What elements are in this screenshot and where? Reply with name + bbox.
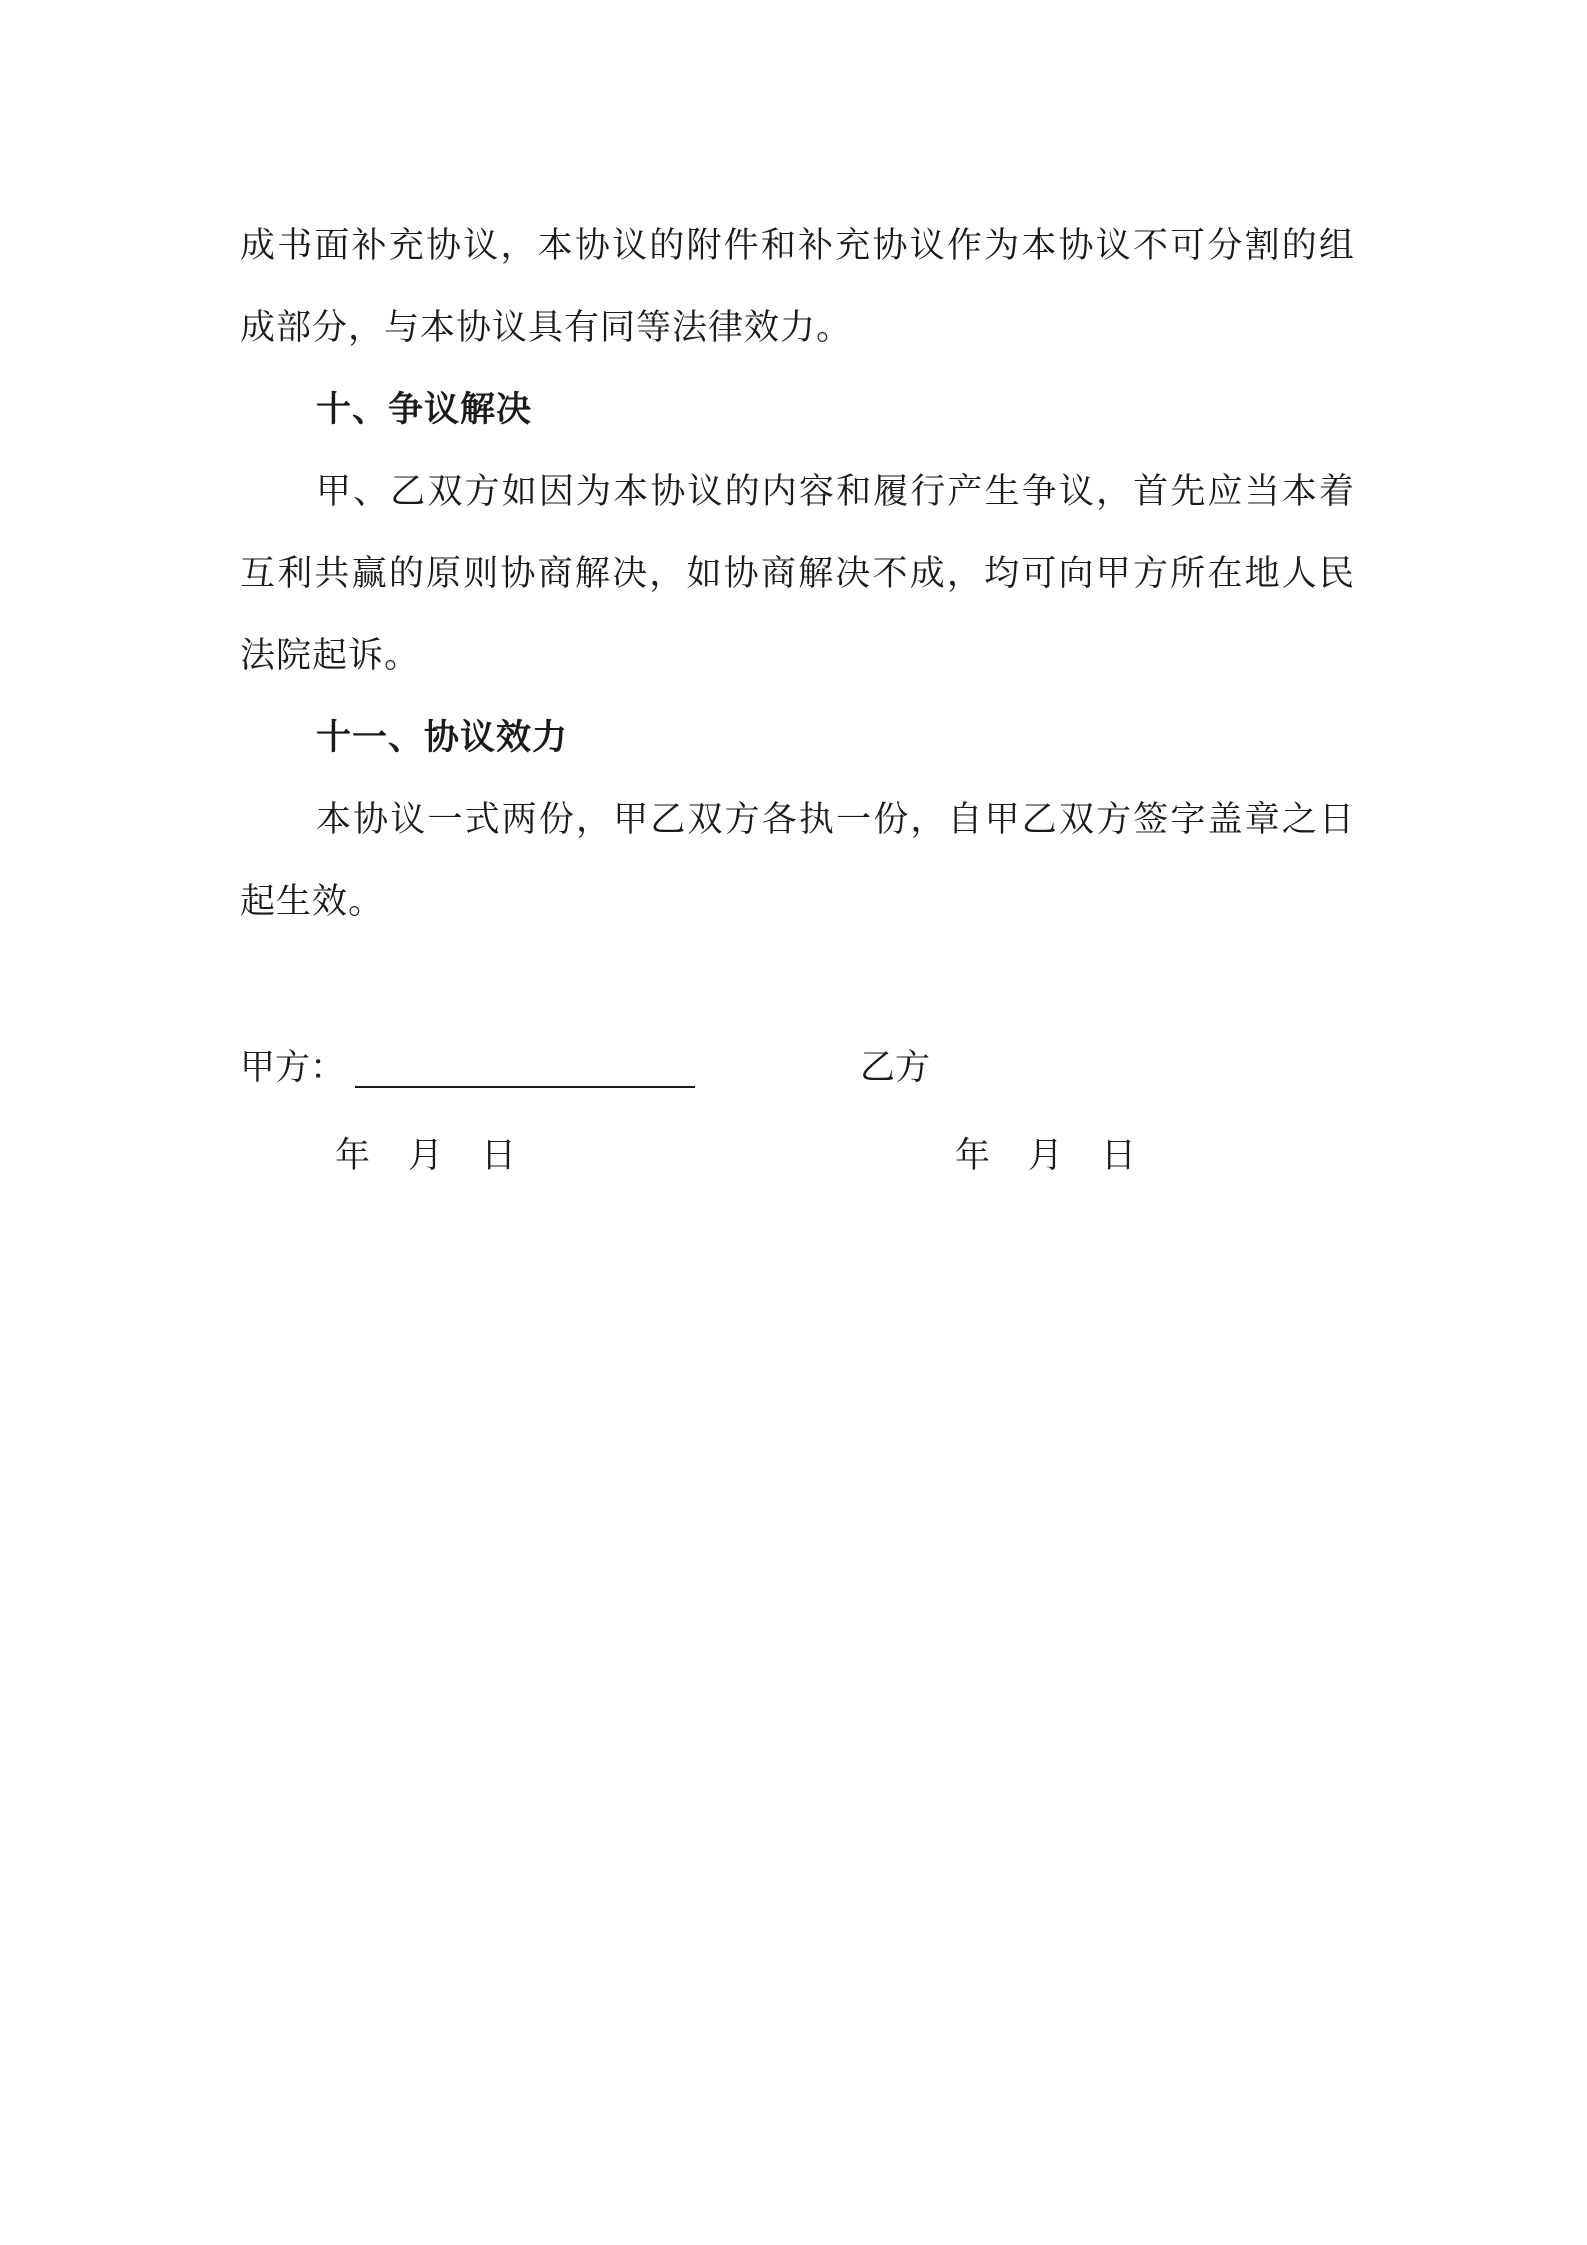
party-b-label: 乙方 bbox=[860, 1048, 931, 1088]
section-11-heading: 十一、协议效力 bbox=[316, 717, 569, 758]
continuation-paragraph: 成书面补充协议，本协议的附件和补充协议作为本协议不可分割的组成部分，与本协议具有同等法律效力。 bbox=[240, 226, 1355, 348]
date-day-label: 日 bbox=[481, 1136, 517, 1176]
party-a-signature-line bbox=[355, 1086, 695, 1088]
document-body bbox=[240, 205, 1355, 943]
date-year-label: 年 bbox=[955, 1136, 991, 1176]
section-10-body: 甲、乙双方如因为本协议的内容和履行产生争议，首先应当本着互利共赢的原则协商解决，如协商解决不成，均可向甲方所在地人民法院起诉。 bbox=[240, 472, 1355, 676]
section-10-heading: 十、争议解决 bbox=[316, 389, 533, 430]
date-month-label: 月 bbox=[1028, 1136, 1064, 1176]
section-11-body: 本协议一式两份，甲乙双方各执一份，自甲乙双方签字盖章之日起生效。 bbox=[240, 800, 1355, 922]
party-b-date bbox=[955, 1128, 1136, 1178]
signature-row bbox=[240, 1040, 1355, 1100]
date-month-label: 月 bbox=[408, 1136, 444, 1176]
date-year-label: 年 bbox=[335, 1136, 371, 1176]
party-a-date bbox=[335, 1128, 516, 1178]
party-a-label: 甲方： bbox=[240, 1048, 346, 1088]
date-day-label: 日 bbox=[1101, 1136, 1137, 1176]
date-row bbox=[240, 1128, 1355, 1188]
